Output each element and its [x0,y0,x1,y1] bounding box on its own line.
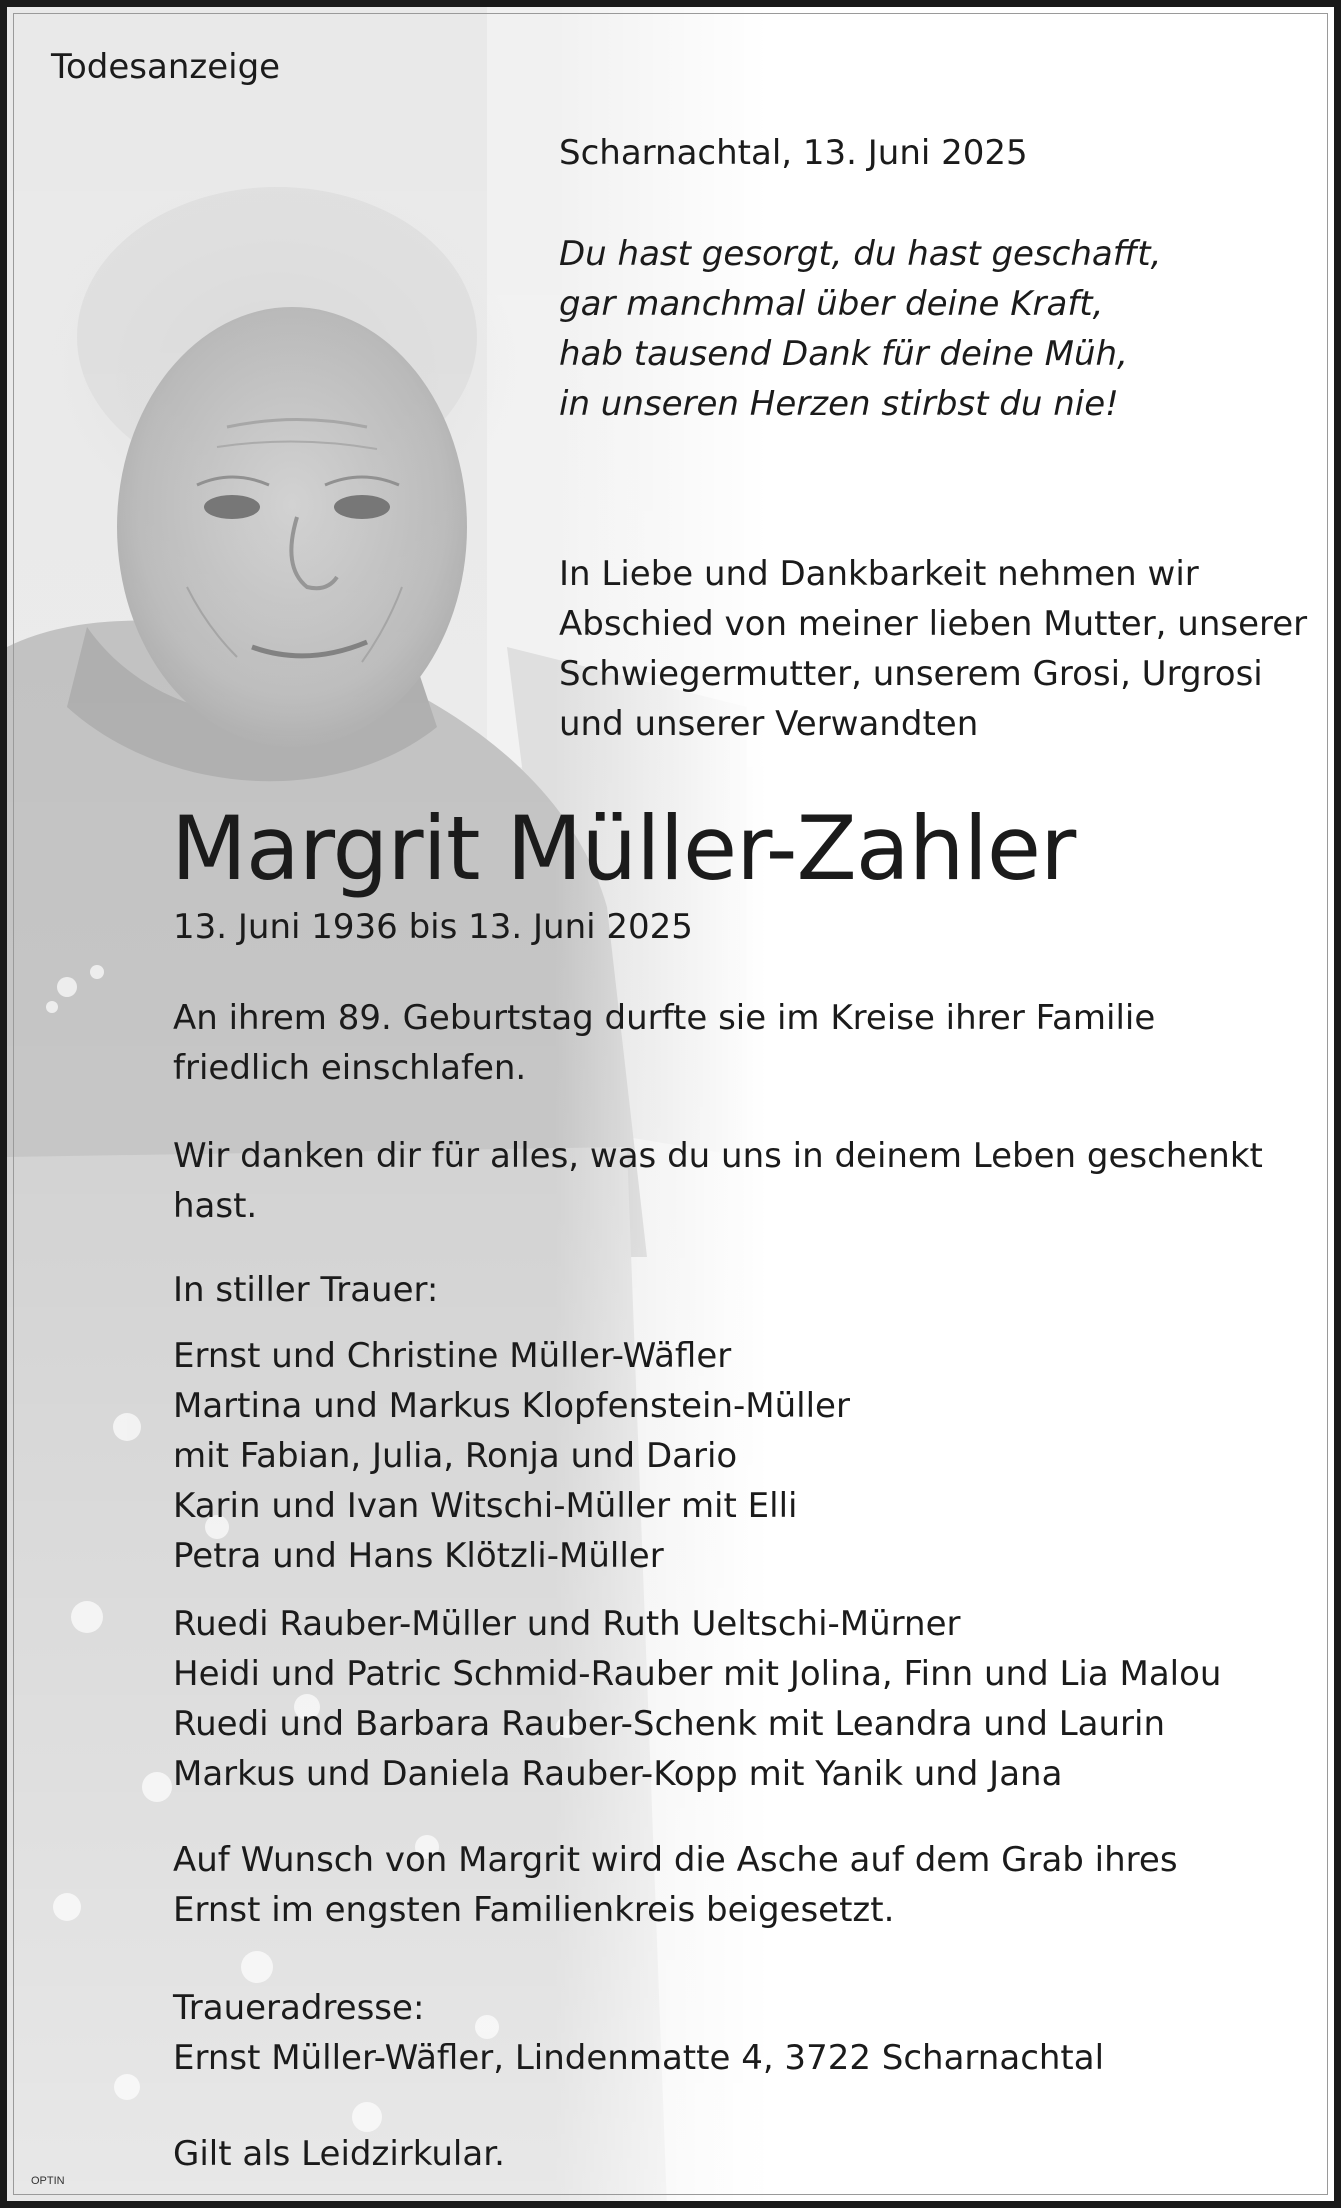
family-line: Karin und Ivan Witschi-Müller mit Elli [173,1486,798,1526]
family-line: Heidi und Patric Schmid-Rauber mit Jolina, Finn und Lia Malou [173,1654,1222,1694]
text-line: friedlich einschlafen. [173,1048,527,1088]
family-line: Markus und Daniela Rauber-Kopp mit Yanik und Jana [173,1754,1063,1794]
thanks-text [173,1131,1263,1231]
family-line: Ruedi Rauber-Müller und Ruth Ueltschi-Mürner [173,1604,961,1644]
family-group-2 [173,1599,1221,1799]
poem-line: hab tausend Dank für deine Müh, [559,334,1128,374]
intro-line: Schwiegermutter, unserem Grosi, Urgrosi [559,654,1263,694]
address-value: Ernst Müller-Wäfler, Lindenmatte 4, 3722 Scharnachtal [173,2038,1105,2078]
notice-label: Todesanzeige [51,47,281,87]
text-line: Auf Wunsch von Margrit wird die Asche auf dem Grab ihres [173,1840,1178,1880]
closing-note: Gilt als Leidzirkular. [173,2134,505,2174]
text-line: Ernst im engsten Familienkreis beigesetzt. [173,1890,895,1930]
mourning-heading: In stiller Trauer: [173,1270,439,1310]
family-line: Ruedi und Barbara Rauber-Schenk mit Leandra und Laurin [173,1704,1166,1744]
family-line: Petra und Hans Klötzli-Müller [173,1536,664,1576]
intro-line: Abschied von meiner lieben Mutter, unserer [559,604,1308,644]
life-dates: 13. Juni 1936 bis 13. Juni 2025 [173,907,693,947]
footer-mark: OPTIN [31,2175,65,2187]
family-group-1 [173,1331,850,1581]
place-date: Scharnachtal, 13. Juni 2025 [559,133,1028,173]
burial-text [173,1835,1178,1935]
text-line: An ihrem 89. Geburtstag durfte sie im Kreise ihrer Familie [173,998,1156,1038]
mourning-address [173,1983,1104,2083]
poem-line: gar manchmal über deine Kraft, [559,284,1104,324]
deceased-name: Margrit Müller-Zahler [171,797,1076,900]
text-line: Wir danken dir für alles, was du uns in deinem Leben geschenkt [173,1136,1263,1176]
poem-line: in unseren Herzen stirbst du nie! [559,384,1119,424]
intro-line: und unserer Verwandten [559,704,979,744]
poem-line: Du hast gesorgt, du hast geschafft, [559,234,1162,274]
family-line: Martina und Markus Klopfenstein-Müller [173,1386,850,1426]
family-line: Ernst und Christine Müller-Wäfler [173,1336,732,1376]
poem [559,229,1161,429]
intro-line: In Liebe und Dankbarkeit nehmen wir [559,554,1199,594]
family-line: mit Fabian, Julia, Ronja und Dario [173,1436,738,1476]
intro-text [559,549,1307,749]
passing-text [173,993,1155,1093]
text-line: hast. [173,1186,258,1226]
address-label: Traueradresse: [173,1988,425,2028]
